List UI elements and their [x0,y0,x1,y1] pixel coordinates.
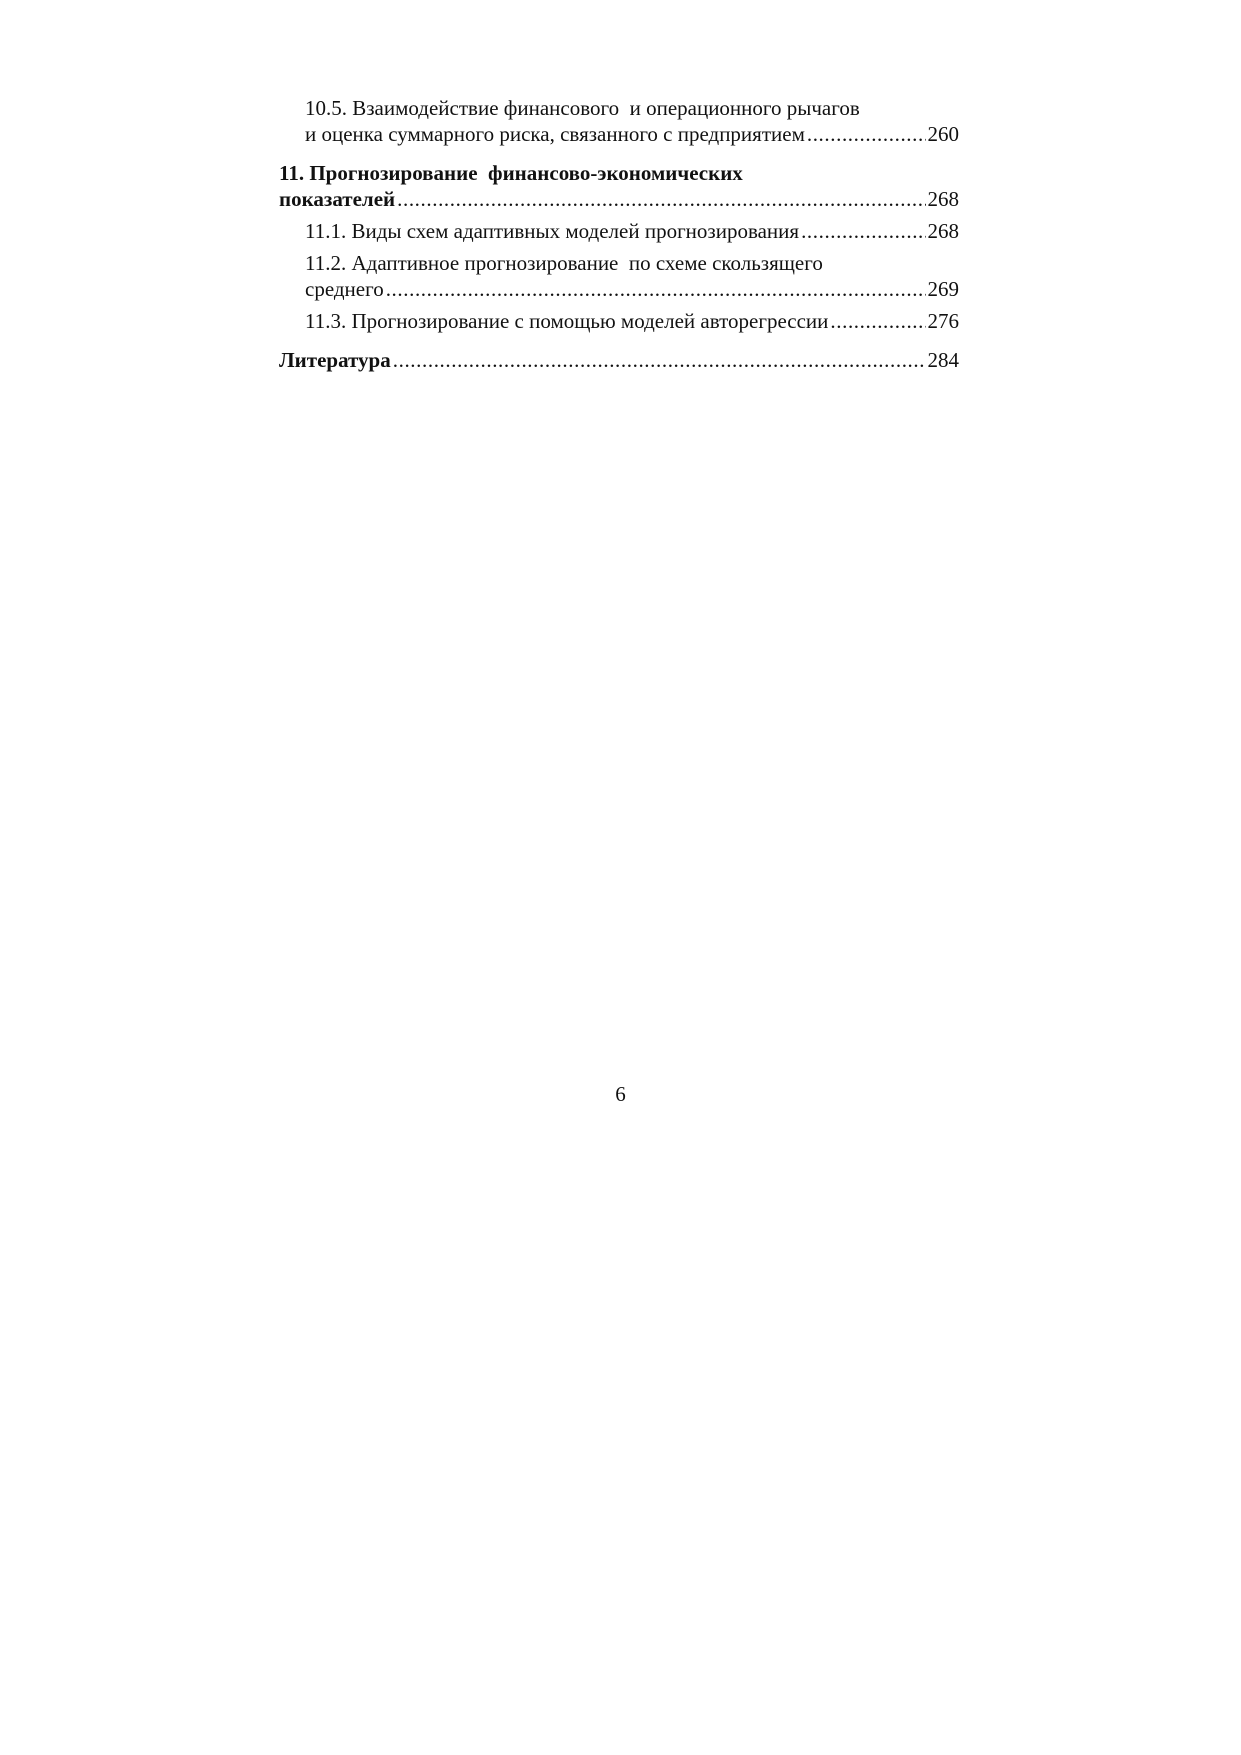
toc-entry-line [279,160,959,186]
toc-chapter-title: Литература [279,348,391,372]
toc-entry-title: 11.1. Виды схем адаптивных моделей прогнозирования [305,219,800,243]
toc-entry-literature [279,347,959,373]
toc-entry-line [305,250,959,276]
dot-leader [799,218,925,244]
toc-entry-11-2 [279,250,959,302]
dot-leader [805,121,926,147]
dot-leader [391,347,926,373]
toc-entry-line [305,276,959,302]
toc-page-number: 276 [927,309,959,333]
toc-entry-11-3 [279,308,959,334]
toc-page-number: 269 [927,277,959,301]
toc-entry-line [305,218,959,244]
dot-leader [384,276,926,302]
toc-entry-10-5 [279,95,959,147]
toc-entry-line [279,186,959,212]
toc-page-number: 268 [927,187,959,211]
toc-page-number: 284 [927,348,959,372]
toc-entry-line [305,121,959,147]
toc-chapter-title-continuation: показателей [279,187,396,211]
toc-entry-line [305,95,959,121]
toc-page-number: 260 [927,122,959,146]
toc-entry-title-continuation: среднего [305,277,384,301]
toc-page-number: 268 [927,219,959,243]
toc-entry-11-1 [279,218,959,244]
toc-entry-title: 11.2. Адаптивное прогнозирование по схеме скользящего [305,251,823,275]
toc-chapter-title: 11. Прогнозирование финансово-экономических [279,161,743,185]
toc-entry-line [305,308,959,334]
toc-entry-title: 11.3. Прогнозирование с помощью моделей авторегрессии [305,309,829,333]
table-of-contents [279,95,959,373]
dot-leader [395,186,925,212]
toc-entry-11 [279,160,959,212]
dot-leader [828,308,925,334]
toc-entry-title-continuation: и оценка суммарного риска, связанного с предприятием [305,122,805,146]
toc-entry-line [279,347,959,373]
page-number: 6 [615,1082,626,1106]
toc-entry-title: 10.5. Взаимодействие финансового и операционного рычагов [305,96,860,120]
